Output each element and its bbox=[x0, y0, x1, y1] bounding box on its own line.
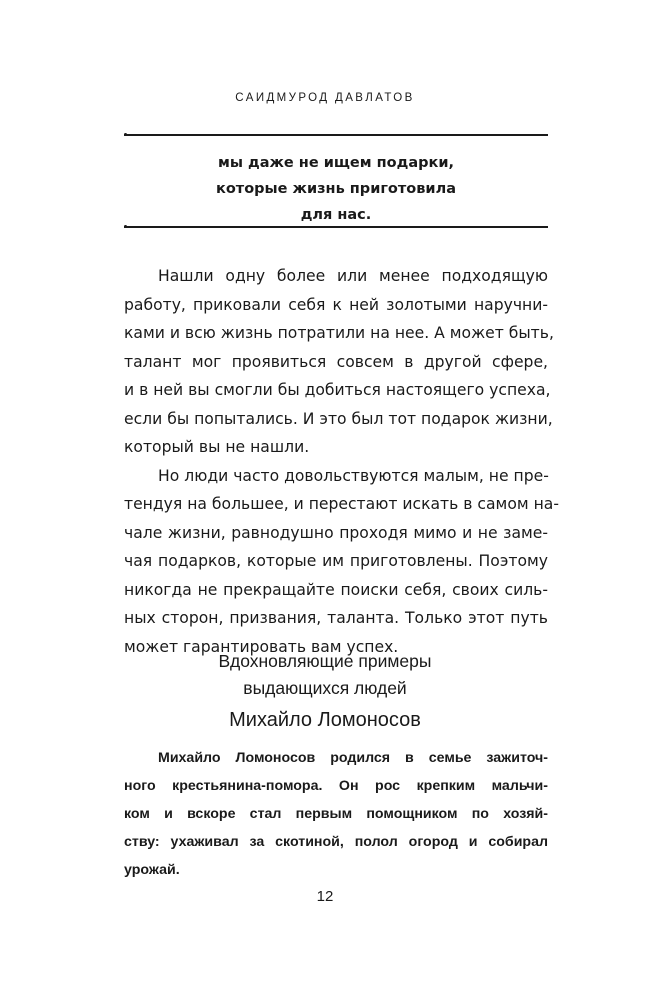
bio-line: урожай. bbox=[124, 862, 180, 878]
paragraph-2-line: ных сторон, призвания, таланта. Только этот путь bbox=[124, 609, 548, 627]
paragraph-2-line: никогда не прекращайте поиски себя, своих силь- bbox=[124, 580, 548, 599]
paragraph-1-line: Нашли одну более или менее подходящую bbox=[158, 267, 548, 285]
main-text bbox=[124, 262, 559, 661]
paragraph-2-line: Но люди часто довольствуются малым, не пре- bbox=[158, 466, 549, 485]
section-heading-line: выдающихся людей bbox=[243, 678, 407, 698]
paragraph-1-line: и в ней вы смогли бы добиться настоящего успеха, bbox=[124, 381, 551, 399]
bio-line: ком и вскоре стал первым помощником по хозяй- bbox=[124, 806, 548, 822]
section-heading-line: Вдохновляющие примеры bbox=[218, 651, 432, 671]
quote-bottom-rule bbox=[124, 226, 548, 228]
quote-line: которые жизнь приготовила bbox=[216, 181, 456, 197]
paragraph-1-line: который вы не нашли. bbox=[124, 438, 310, 456]
rule-dot bbox=[124, 133, 127, 136]
quote-line: для нас. bbox=[300, 207, 372, 223]
paragraph-2-line: тендуя на большее, и перестают искать в самом на- bbox=[124, 495, 559, 513]
paragraph-1-line: работу, приковали себя к ней золотыми наручни- bbox=[124, 295, 548, 314]
paragraph-2-line: может гарантировать вам успех. bbox=[124, 637, 399, 656]
bio-paragraph bbox=[124, 744, 548, 884]
paragraph-1-line: если бы попытались. И это был тот подарок жизни, bbox=[124, 409, 553, 428]
bio-line: ству: ухаживал за скотиной, полол огород и собирал bbox=[124, 834, 548, 850]
paragraph-2-line: чале жизни, равнодушно проходя мимо и не заме- bbox=[124, 523, 548, 542]
quote-line: мы даже не ищем подарки, bbox=[217, 155, 454, 171]
rule-dot bbox=[124, 225, 127, 228]
person-heading: Михайло Ломоносов bbox=[229, 709, 421, 731]
quote-top-rule bbox=[124, 134, 548, 136]
paragraph-2-line: чая подарков, которые им приготовлены. Поэтому bbox=[124, 552, 548, 570]
bio-line: ного крестьянина-помора. Он рос крепким мальчи- bbox=[124, 778, 548, 794]
section-heading bbox=[0, 648, 650, 702]
pull-quote bbox=[124, 150, 548, 228]
page-number: 12 bbox=[316, 888, 334, 905]
running-head: САИДМУРОД ДАВЛАТОВ bbox=[235, 92, 415, 104]
bio-line: Михайло Ломоносов родился в семье зажиточ- bbox=[158, 750, 548, 766]
paragraph-1-line: ками и всю жизнь потратили на нее. А может быть, bbox=[124, 324, 554, 342]
paragraph-1-line: талант мог проявиться совсем в другой сфере, bbox=[124, 352, 548, 371]
